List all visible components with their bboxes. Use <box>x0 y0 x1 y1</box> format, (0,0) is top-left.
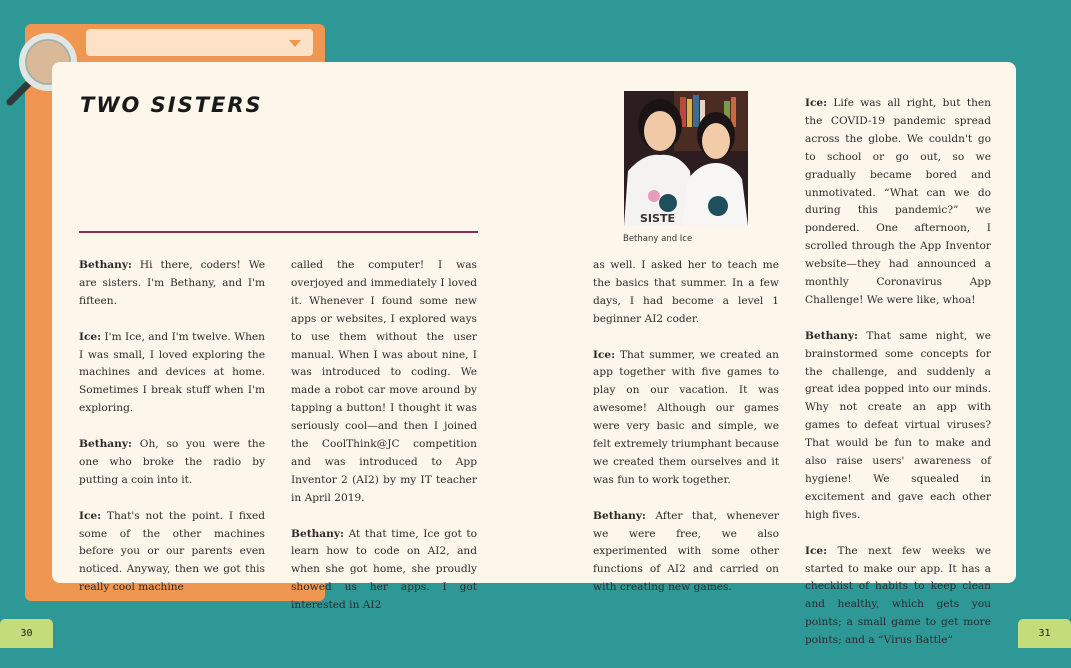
paragraph-text: called the computer! I was overjoyed and immediately I loved it. Whenever I found some new apps or websites, I explored ways to use them without the user manual. When I was about nine, I was introduced to coding. We made a robot car move around by tapping a button! I thought it was seriously cool—and then I joined the CoolThink@JC competition and was introduced to App Inventor 2 (AI2) by my IT teacher in April 2019. <box>291 259 477 504</box>
paragraph <box>593 508 779 598</box>
speaker-label: Ice: <box>593 348 616 361</box>
paragraph-text: At that time, Ice got to learn how to code on AI2, and when she got home, she proudly showed us her apps. I got interested in AI2 <box>291 527 477 612</box>
text-column-4 <box>805 95 991 668</box>
speaker-label: Ice: <box>805 97 828 109</box>
paragraph-text: That's not the point. I fixed some of the other machines before you or our parents even noticed. Anyway, then we got this really cool machine <box>79 509 265 594</box>
paragraph <box>291 526 477 616</box>
paragraph <box>79 508 265 598</box>
paragraph-text: as well. I asked her to teach me the basics that summer. In a few days, I had become a level 1 beginner AI2 coder. <box>593 259 779 325</box>
paragraph <box>291 257 477 508</box>
shirt-text: SISTE <box>640 212 675 225</box>
paragraph <box>805 328 991 525</box>
paragraph-text: That same night, we brainstormed some concepts for the challenge, and suddenly a great idea popped into our minds. Why not create an app with games to defeat virtual viruses? That would be fun to make and also raise users' awareness of hygiene! We squealed in excitement and gave each other high fives. <box>805 329 991 521</box>
text-column-3 <box>593 257 779 615</box>
speaker-label: Bethany: <box>593 509 646 522</box>
paragraph <box>593 347 779 490</box>
paragraph-text: Life was all right, but then the COVID-19 pandemic spread across the globe. We couldn't go to school or go out, so we gradually became bored and unmotivated. “What can we do during this pandemic?” we pondered. One afternoon, I scrolled through the App Inventor website—they had announced a monthly Coronavirus App Challenge! We were like, whoa! <box>805 97 991 306</box>
sisters-photo <box>624 91 748 226</box>
paragraph <box>593 257 779 329</box>
paragraph <box>79 436 265 490</box>
speaker-label: Ice: <box>79 509 102 522</box>
page-number-left: 30 <box>0 619 53 648</box>
paragraph-text: That summer, we created an app together with five games to play on our vacation. It was awesome! Although our games were very basic and simple, we felt extremely triumphant because we created them ourselves and it was fun to work together. <box>593 348 779 486</box>
speaker-label: Bethany: <box>79 259 132 271</box>
speaker-label: Bethany: <box>805 329 858 342</box>
speaker-label: Bethany: <box>291 527 344 540</box>
page-title: TWO SISTERS <box>80 93 263 117</box>
paragraph-text: Oh, so you were the one who broke the radio by putting a coin into it. <box>79 438 265 486</box>
paragraph-text: The next few weeks we started to make our app. It has a checklist of habits to keep clean and healthy, which gets you points; a small game to get more points; and a “Virus Battle” <box>805 544 991 647</box>
paragraph-text: Hi there, coders! We are sisters. I'm Bethany, and I'm fifteen. <box>79 259 265 307</box>
text-column-2 <box>291 257 477 633</box>
speaker-label: Ice: <box>805 544 828 557</box>
paragraph <box>79 257 265 311</box>
paragraph <box>805 543 991 650</box>
speaker-label: Ice: <box>79 330 102 343</box>
photo-caption: Bethany and Ice <box>623 234 693 244</box>
paragraph <box>79 329 265 419</box>
title-divider <box>79 231 478 233</box>
speaker-label: Bethany: <box>79 438 132 451</box>
paragraph-text: After that, whenever we were free, we also experimented with some other functions of AI2 and carried on with creating new games. <box>593 509 779 594</box>
search-bar[interactable] <box>86 29 313 56</box>
chevron-down-icon[interactable] <box>289 40 301 47</box>
paragraph-text: I'm Ice, and I'm twelve. When I was small, I loved exploring the machines and devices at home. Sometimes I break stuff when I'm exploring. <box>79 330 265 415</box>
text-column-1 <box>79 257 265 615</box>
page-number-right: 31 <box>1018 619 1071 648</box>
paragraph <box>805 95 991 310</box>
